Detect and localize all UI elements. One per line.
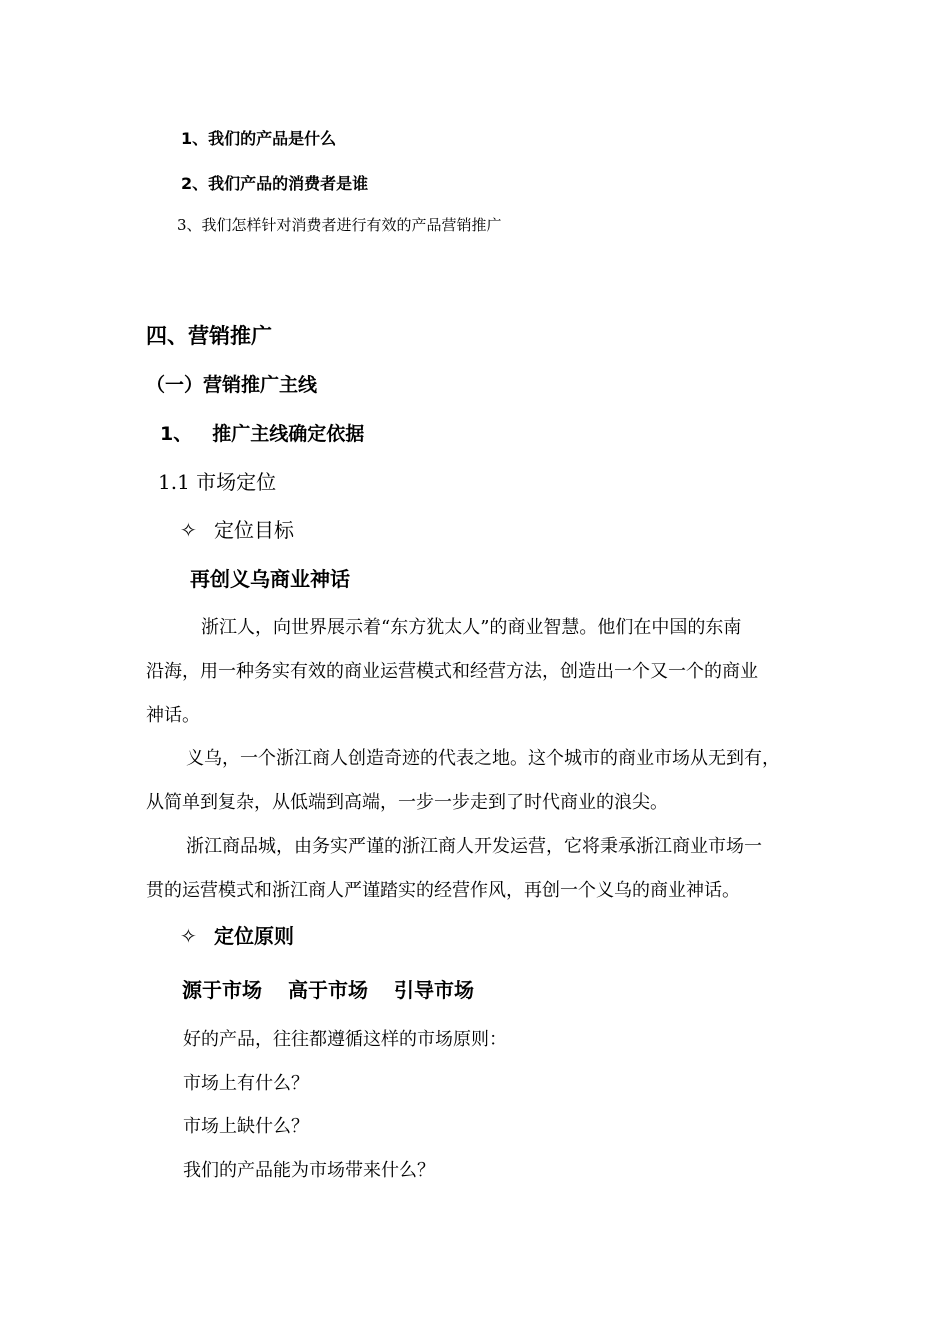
point-1-title: 推广主线确定依据: [212, 423, 365, 445]
principle-heading-text: 定位原则: [214, 924, 294, 948]
paragraph-2-line-2: 从简单到复杂，从低端到高端，一步一步走到了时代商业的浪尖。: [146, 792, 668, 813]
principle-line-4: 我们的产品能为市场带来什么？: [183, 1160, 435, 1181]
paragraph-3-line-1: 浙江商品城，由务实严谨的浙江商人开发运营，它将秉承浙江商业市场一: [186, 836, 762, 857]
question-3: 3、我们怎样针对消费者进行有效的产品营销推广: [177, 216, 502, 234]
diamond-bullet-icon: ✧: [180, 924, 197, 948]
section-subtitle: （一）营销推广主线: [146, 374, 318, 396]
principle-line-2: 市场上有什么？: [183, 1073, 309, 1094]
target-heading: [180, 514, 294, 543]
paragraph-1-line-2: 沿海，用一种务实有效的商业运营模式和经营方法，创造出一个又一个的商业: [146, 661, 758, 682]
point-1-number: 1、: [160, 423, 193, 445]
point-1-heading: [160, 419, 364, 446]
diamond-bullet-icon: ✧: [180, 518, 197, 542]
paragraph-1-line-3: 神话。: [146, 705, 200, 726]
question-1: 1、我们的产品是什么: [181, 129, 337, 148]
subsection-1-1: 1.1 市场定位: [158, 470, 277, 494]
paragraph-3-line-2: 贯的运营模式和浙江商人严谨踏实的经营作风，再创一个义乌的商业神话。: [146, 880, 740, 901]
principle-slogan: [182, 974, 474, 1003]
principle-slogan-part-3: 引导市场: [394, 978, 474, 1002]
principle-slogan-part-1: 源于市场: [182, 978, 262, 1002]
target-heading-text: 定位目标: [214, 518, 294, 542]
principle-heading: [180, 920, 294, 949]
principle-line-3: 市场上缺什么？: [183, 1116, 309, 1137]
principle-slogan-part-2: 高于市场: [288, 978, 368, 1002]
paragraph-2-line-1: 义乌，一个浙江商人创造奇迹的代表之地。这个城市的商业市场从无到有，: [186, 748, 780, 769]
paragraph-1-line-1: 浙江人，向世界展示着“东方犹太人”的商业智慧。他们在中国的东南: [201, 617, 742, 638]
section-title: 四、营销推广: [146, 324, 272, 348]
target-slogan: 再创义乌商业神话: [190, 567, 350, 591]
question-2: 2、我们产品的消费者是谁: [181, 174, 369, 193]
principle-line-1: 好的产品，往往都遵循这样的市场原则：: [183, 1029, 507, 1050]
